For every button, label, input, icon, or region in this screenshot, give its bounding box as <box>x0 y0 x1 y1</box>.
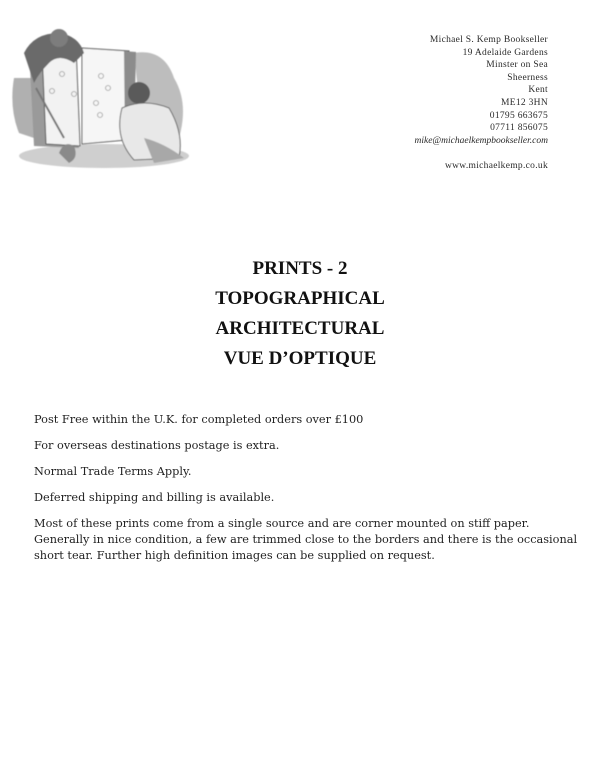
title-topographical: TOPOGRAPHICAL <box>215 288 385 309</box>
phone-landline: 01795 663675 <box>489 110 548 121</box>
title-prints: PRINTS - 2 <box>252 258 348 279</box>
street-address: 19 Adelaide Gardens <box>462 47 548 58</box>
trade-terms-note: Normal Trade Terms Apply. <box>34 465 192 478</box>
prints-description: Most of these prints come from a single source and are corner mounted on stiff paper. Generally in nice condition, a few are trimmed close to the borders and there is the occasional short tear. Further high definition images can be supplied on request. <box>34 517 578 562</box>
email-link[interactable]: mike@michaelkempbookseller.com <box>414 135 548 146</box>
county: Kent <box>528 85 548 96</box>
bookseller-name: Michael S. Kemp Bookseller <box>429 35 548 45</box>
title-vue-doptique: VUE D’OPTIQUE <box>223 348 377 369</box>
deferred-shipping-note: Deferred shipping and billing is available. <box>34 491 275 504</box>
document-title-block <box>0 254 600 374</box>
town: Sheerness <box>507 72 548 83</box>
locality: Minster on Sea <box>486 60 548 71</box>
engraving-illustration <box>4 8 194 178</box>
overseas-postage-note: For overseas destinations postage is extra. <box>34 439 280 452</box>
title-architectural: ARCHITECTURAL <box>215 318 385 339</box>
postage-free-note: Post Free within the U.K. for completed orders over £100 <box>34 413 364 426</box>
contact-address-block <box>414 34 548 173</box>
phone-mobile: 07711 856075 <box>490 123 548 134</box>
website-link[interactable]: www.michaelkemp.co.uk <box>444 161 548 172</box>
postcode: ME12 3HN <box>501 97 548 108</box>
terms-body <box>34 412 579 574</box>
